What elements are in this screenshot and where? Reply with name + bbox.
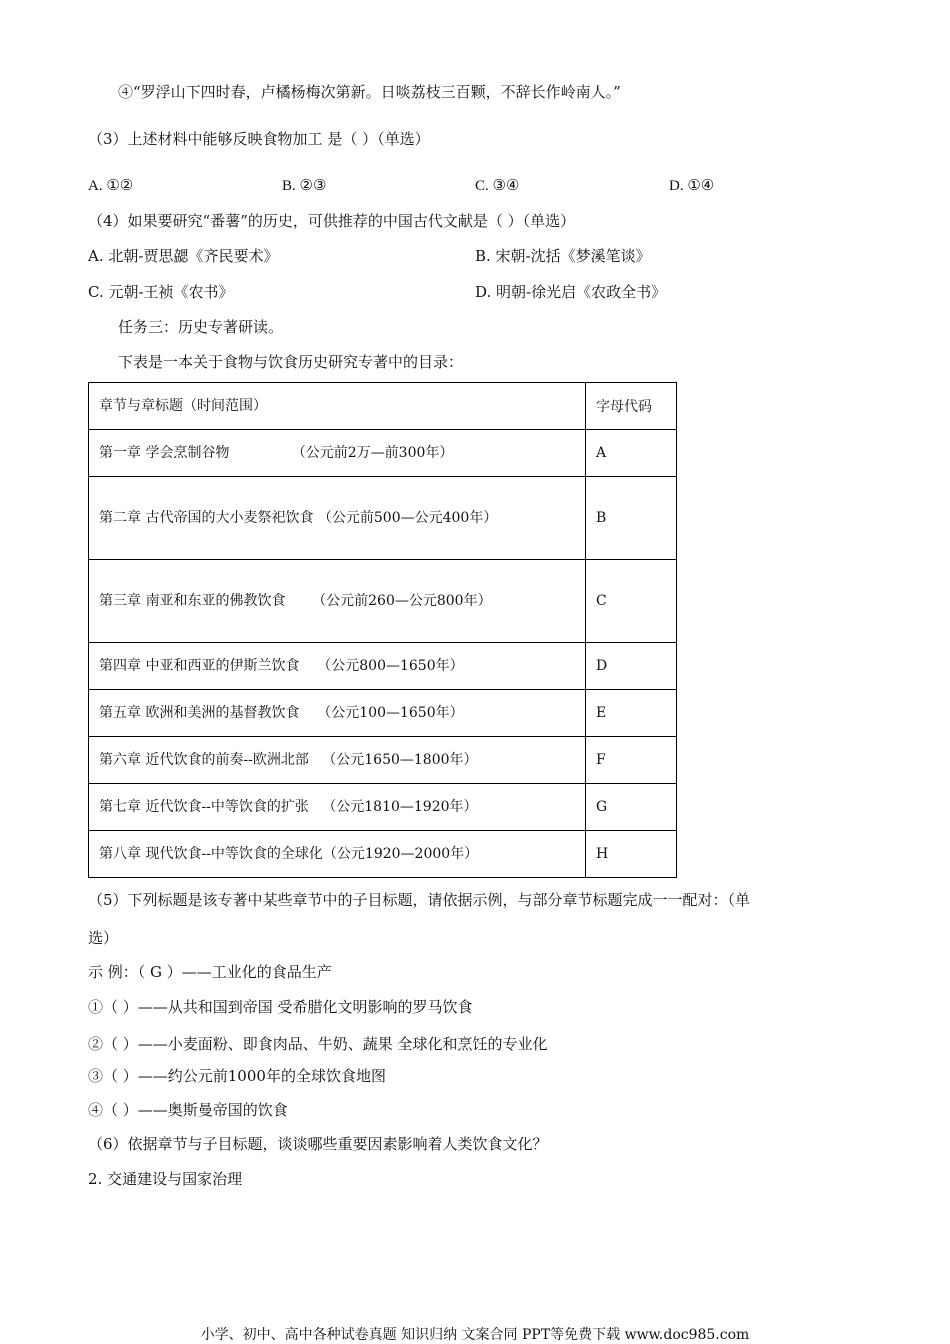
poem-line-4: ④“罗浮山下四时春，卢橘杨梅次第新。日啖荔枝三百颗，不辞长作岭南人。”	[118, 83, 621, 101]
table-header-col1: 章节与章标题（时间范围）	[89, 383, 586, 430]
q4-option-c: C. 元朝-王祯《农书》	[88, 283, 234, 301]
chapter-title: 第四章 中亚和西亚的伊斯兰饮食 （公元800—1650年）	[89, 643, 586, 690]
chapter-code: A	[586, 430, 677, 477]
chapter-code: H	[586, 831, 677, 878]
q4-option-a: A. 北朝-贾思勰《齐民要术》	[88, 247, 279, 265]
chapter-code: F	[586, 737, 677, 784]
table-row	[89, 831, 677, 878]
question-6: （6）依据章节与子目标题，谈谈哪些重要因素影响着人类饮食文化？	[88, 1135, 548, 1153]
question-4: （4）如果要研究“番薯”的历史，可供推荐的中国古代文献是（ ）（单选）	[88, 212, 576, 230]
table-row	[89, 477, 677, 560]
table-header-row	[89, 383, 677, 430]
chapter-title: 第七章 近代饮食--中等饮食的扩张 （公元1810—1920年）	[89, 784, 586, 831]
table-row	[89, 737, 677, 784]
match-item-4: ④（ ）——奥斯曼帝国的饮食	[88, 1101, 288, 1119]
q3-option-b: B. ②③	[282, 178, 327, 194]
chapter-code: C	[586, 560, 677, 643]
match-item-1: ①（ ）——从共和国到帝国 受希腊化文明影响的罗马饮食	[88, 998, 473, 1016]
chapter-code: B	[586, 477, 677, 560]
q4-option-b: B. 宋朝-沈括《梦溪笔谈》	[475, 247, 651, 265]
section-2-title: 2. 交通建设与国家治理	[88, 1170, 243, 1188]
chapter-code: E	[586, 690, 677, 737]
match-item-3: ③（ ）——约公元前1000年的全球饮食地图	[88, 1067, 386, 1085]
table-header-col2: 字母代码	[586, 383, 677, 430]
example-line: 示 例：（ G ）——工业化的食品生产	[88, 963, 332, 981]
chapter-title: 第一章 学会烹制谷物 （公元前2万—前300年）	[89, 430, 586, 477]
chapter-title: 第八章 现代饮食--中等饮食的全球化（公元1920—2000年）	[89, 831, 586, 878]
table-row	[89, 560, 677, 643]
q3-option-c: C. ③④	[475, 178, 520, 194]
table-intro: 下表是一本关于食物与饮食历史研究专著中的目录：	[118, 353, 464, 371]
chapter-table	[88, 382, 677, 878]
table-row	[89, 690, 677, 737]
question-5-cont: 选）	[88, 929, 119, 947]
task-3-heading: 任务三：历史专著研读。	[118, 318, 284, 336]
match-item-2: ②（ ）——小麦面粉、即食肉品、牛奶、蔬果 全球化和烹饪的专业化	[88, 1035, 548, 1053]
table-row	[89, 643, 677, 690]
chapter-title: 第五章 欧洲和美洲的基督教饮食 （公元100—1650年）	[89, 690, 586, 737]
chapter-title: 第二章 古代帝国的大小麦祭祀饮食 （公元前500—公元400年）	[89, 477, 586, 560]
page-footer: 小学、初中、高中各种试卷真题 知识归纳 文案合同 PPT等免费下载 www.doc985.com	[200, 1327, 750, 1343]
chapter-code: G	[586, 784, 677, 831]
table-row	[89, 430, 677, 477]
q4-option-d: D. 明朝-徐光启《农政全书》	[475, 283, 667, 301]
chapter-title: 第三章 南亚和东亚的佛教饮食 （公元前260—公元800年）	[89, 560, 586, 643]
q3-option-d: D. ①④	[669, 178, 715, 194]
q3-option-a: A. ①②	[88, 178, 134, 194]
question-3: （3）上述材料中能够反映食物加工 是（ ）（单选）	[88, 130, 430, 148]
chapter-code: D	[586, 643, 677, 690]
question-5: （5）下列标题是该专著中某些章节中的子目标题，请依据示例，与部分章节标题完成一一配对：（单	[88, 891, 751, 909]
chapter-title: 第六章 近代饮食的前奏--欧洲北部 （公元1650—1800年）	[89, 737, 586, 784]
table-row	[89, 784, 677, 831]
